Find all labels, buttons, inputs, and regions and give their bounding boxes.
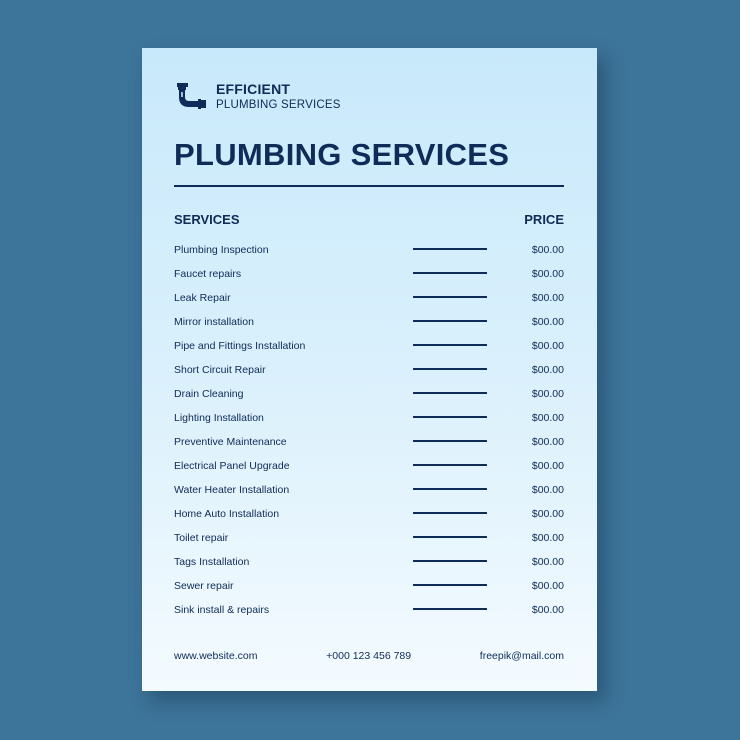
- footer-website: www.website.com: [174, 650, 258, 662]
- list-item: [174, 599, 564, 623]
- list-item: [174, 383, 564, 407]
- leader-line: [413, 344, 487, 346]
- leader-line: [413, 536, 487, 538]
- list-item: [174, 503, 564, 527]
- price-list-flyer: [142, 48, 597, 691]
- leader-line: [413, 440, 487, 442]
- service-name: Leak Repair: [174, 292, 231, 304]
- pipe-icon: [176, 81, 208, 113]
- leader-line: [413, 512, 487, 514]
- service-price: $00.00: [531, 460, 564, 472]
- leader-line: [413, 296, 487, 298]
- service-price: $00.00: [531, 532, 564, 544]
- service-price: $00.00: [531, 388, 564, 400]
- service-name: Sink install & repairs: [174, 604, 270, 616]
- list-item: [174, 287, 564, 311]
- service-price: $00.00: [531, 268, 564, 280]
- service-name: Tags Installation: [174, 556, 250, 568]
- service-name: Toilet repair: [174, 532, 229, 544]
- service-price: $00.00: [531, 292, 564, 304]
- leader-line: [413, 368, 487, 370]
- leader-line: [413, 464, 487, 466]
- service-name: Plumbing Inspection: [174, 244, 269, 256]
- service-price: $00.00: [531, 484, 564, 496]
- service-price: $00.00: [531, 412, 564, 424]
- list-item: [174, 431, 564, 455]
- service-price: $00.00: [531, 580, 564, 592]
- service-price: $00.00: [531, 364, 564, 376]
- footer: [174, 650, 564, 662]
- service-name: Preventive Maintenance: [174, 436, 287, 448]
- footer-phone: +000 123 456 789: [326, 650, 412, 662]
- leader-line: [413, 416, 487, 418]
- list-item: [174, 407, 564, 431]
- service-price: $00.00: [531, 436, 564, 448]
- service-name: Faucet repairs: [174, 268, 242, 280]
- service-name: Home Auto Installation: [174, 508, 280, 520]
- service-name: Water Heater Installation: [174, 484, 290, 496]
- service-name: Pipe and Fittings Installation: [174, 340, 306, 352]
- leader-line: [413, 392, 487, 394]
- list-item: [174, 359, 564, 383]
- leader-line: [413, 320, 487, 322]
- brand-name: EFFICIENT: [216, 81, 291, 97]
- title-divider: [174, 185, 564, 187]
- page-title: PLUMBING SERVICES: [174, 137, 510, 172]
- service-price: $00.00: [531, 316, 564, 328]
- services-list: [174, 239, 564, 623]
- service-name: Lighting Installation: [174, 412, 264, 424]
- list-item: [174, 527, 564, 551]
- list-item: [174, 575, 564, 599]
- brand-tagline: PLUMBING SERVICES: [216, 99, 341, 111]
- service-price: $00.00: [531, 508, 564, 520]
- service-name: Drain Cleaning: [174, 388, 244, 400]
- list-item: [174, 551, 564, 575]
- service-name: Sewer repair: [174, 580, 234, 592]
- service-price: $00.00: [531, 604, 564, 616]
- leader-line: [413, 488, 487, 490]
- leader-line: [413, 560, 487, 562]
- service-name: Short Circuit Repair: [174, 364, 266, 376]
- list-item: [174, 455, 564, 479]
- service-name: Mirror installation: [174, 316, 254, 328]
- leader-line: [413, 608, 487, 610]
- service-price: $00.00: [531, 340, 564, 352]
- list-item: [174, 311, 564, 335]
- service-price: $00.00: [531, 556, 564, 568]
- service-price: $00.00: [531, 244, 564, 256]
- leader-line: [413, 584, 487, 586]
- list-item: [174, 335, 564, 359]
- leader-line: [413, 272, 487, 274]
- list-item: [174, 479, 564, 503]
- services-column-header: SERVICES: [174, 212, 240, 227]
- footer-email: freepik@mail.com: [479, 650, 564, 662]
- list-item: [174, 239, 564, 263]
- leader-line: [413, 248, 487, 250]
- service-name: Electrical Panel Upgrade: [174, 460, 290, 472]
- list-item: [174, 263, 564, 287]
- brand: [176, 81, 341, 113]
- price-column-header: PRICE: [524, 212, 564, 227]
